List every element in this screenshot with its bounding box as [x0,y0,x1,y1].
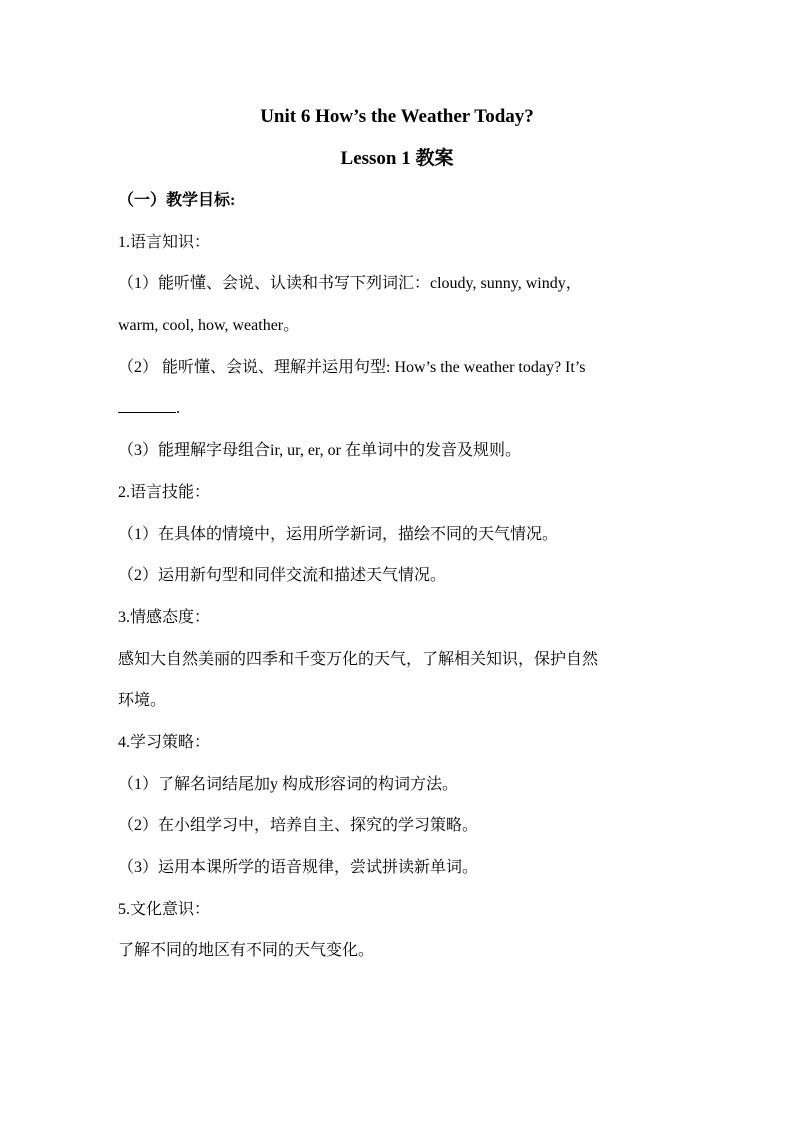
goal-heading-cultural-awareness: 5.文化意识： [118,901,211,918]
goal-heading-attitudes: 3.情感态度： [118,609,211,626]
document-title: Unit 6 How’s the Weather Today? [260,106,534,127]
goal-item: 感知大自然美丽的四季和千变万化的天气，了解相关知识，保护自然 [118,651,599,668]
goal-item: （1）了解名词结尾加y 构成形容词的构词方法。 [118,776,459,793]
goal-item: （2）运用新句型和同伴交流和描述天气情况。 [118,567,447,584]
goal-heading-language-skills: 2.语言技能： [118,484,211,501]
goal-item: （1）能听懂、会说、认读和书写下列词汇：cloudy, sunny, windy， [118,275,582,292]
goal-item: 环境。 [118,692,167,709]
goal-item: （1）在具体的情境中，运用所学新词，描绘不同的天气情况。 [118,526,559,543]
goal-item: （3）运用本课所学的语音规律，尝试拼读新单词。 [118,859,479,876]
goal-item: （2） 能听懂、会说、理解并运用句型: How’s the weather today? It’s [118,359,586,376]
goal-item-blank-line [118,398,688,420]
document-subtitle: Lesson 1 教案 [340,148,454,169]
goal-heading-language-knowledge: 1.语言知识： [118,234,211,251]
goal-item-period: . [176,400,180,417]
goal-item: 了解不同的地区有不同的天气变化。 [118,942,375,959]
goal-heading-learning-strategies: 4.学习策略： [118,734,211,751]
answer-blank [118,398,176,413]
goal-item: warm, cool, how, weather。 [118,317,300,334]
goal-item: （2）在小组学习中，培养自主、探究的学习策略。 [118,817,479,834]
goal-item: （3）能理解字母组合ir, ur, er, or 在单词中的发音及规则。 [118,442,521,459]
section-heading: （一）教学目标: [118,192,236,209]
